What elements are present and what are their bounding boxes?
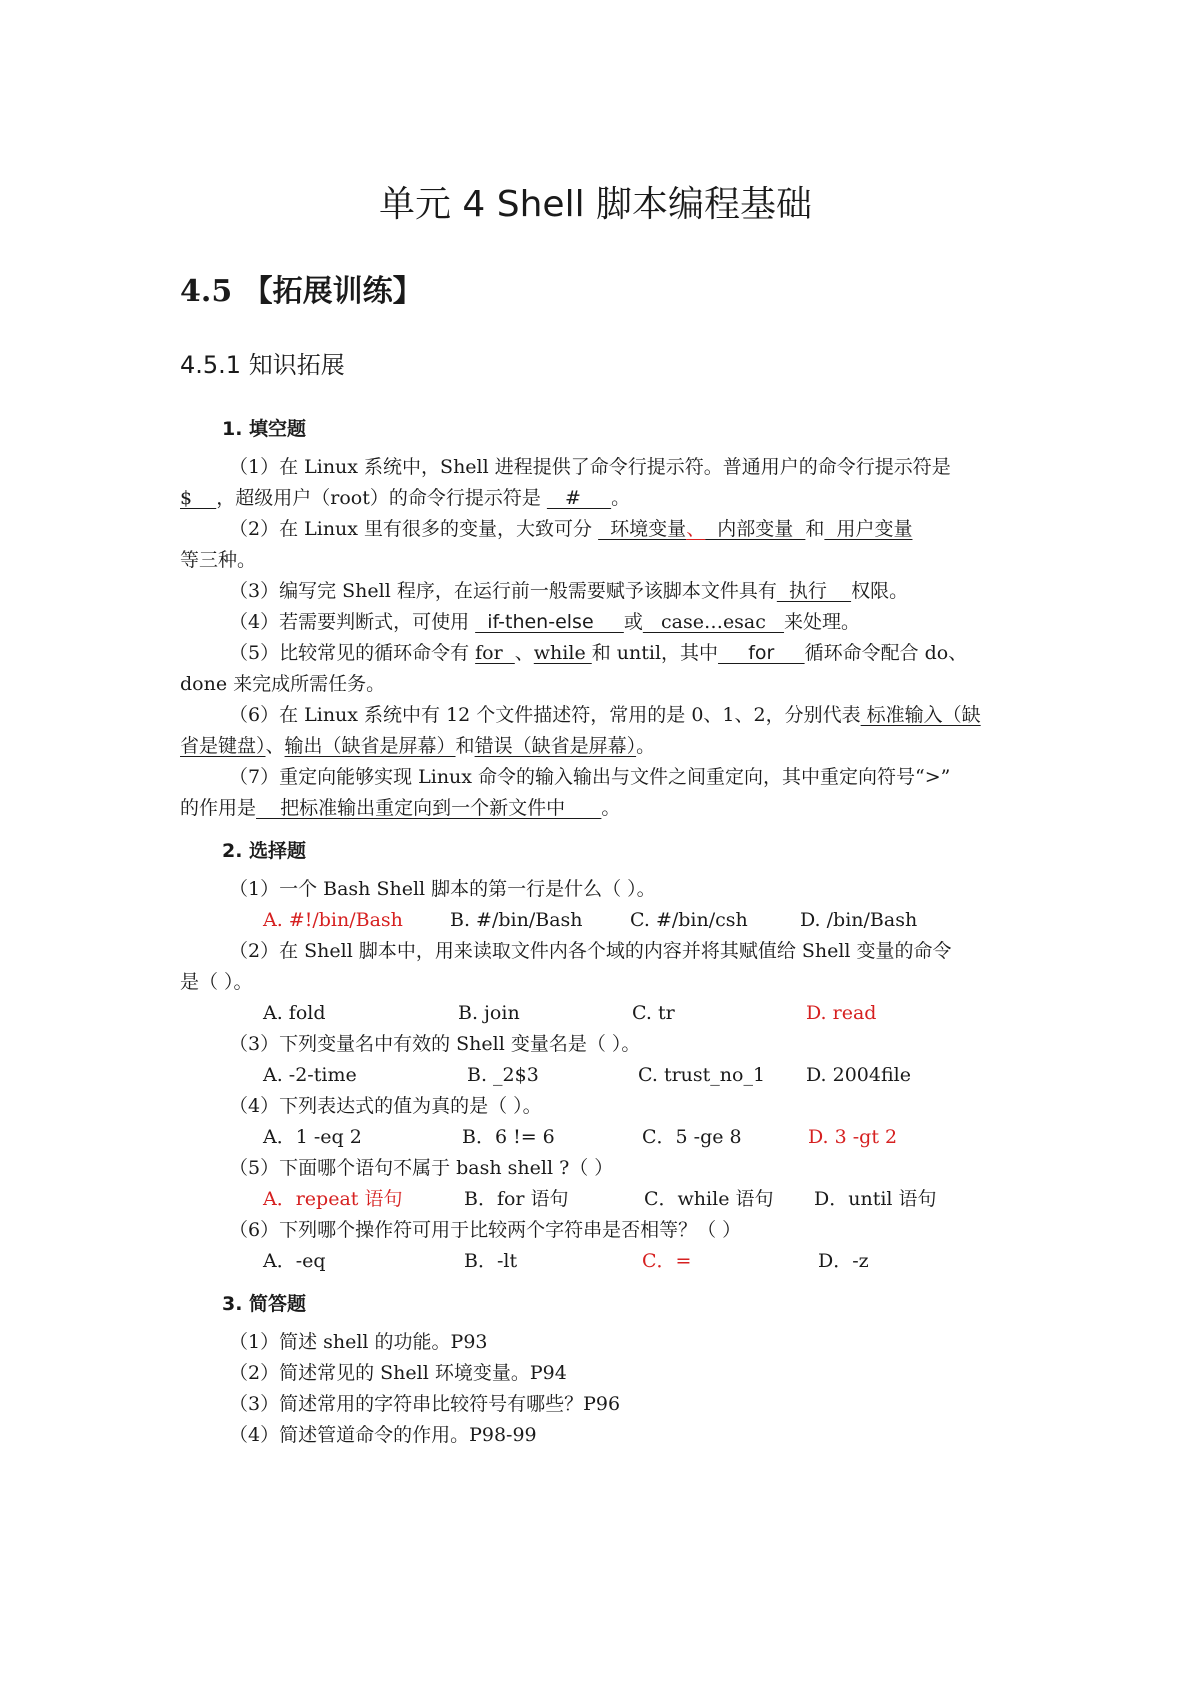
- fill-q1-answer-2: #: [546, 487, 612, 509]
- fill-q3-text-a: （3）编写完 Shell 程序，在运行前一般需要赋予该脚本文件具有: [229, 580, 777, 602]
- fill-q4-line: [229, 607, 1069, 638]
- choice-q4-option-d: D. 3 -gt 2: [808, 1126, 898, 1148]
- choice-q6-option-c: C．=: [642, 1250, 692, 1272]
- subsection-heading: 4.5.1 知识拓展: [180, 351, 345, 379]
- fill-q7-text-b: 的作用是: [180, 797, 257, 819]
- choice-q1-option-d: D. /bin/Bash: [800, 909, 918, 931]
- fill-q6-line1: [229, 700, 1069, 731]
- choice-q6-option-b: B．-lt: [464, 1250, 518, 1272]
- fill-q6-and: 和: [455, 735, 475, 757]
- choice-q6: （6）下列哪个操作符可用于比较两个字符串是否相等？（ ）: [229, 1219, 742, 1241]
- short-item: （2）简述常见的 Shell 环境变量。P94: [229, 1362, 567, 1384]
- fill-q6-text-b: 。: [636, 735, 656, 757]
- choice-q3: （3）下列变量名中有效的 Shell 变量名是（ ）。: [229, 1033, 641, 1055]
- choice-q2-line1: （2）在 Shell 脚本中，用来读取文件内各个域的内容并将其赋值给 Shell 变量的命令: [229, 940, 952, 962]
- fill-q1-answer-1: $: [180, 487, 217, 509]
- fill-q1-text-a: （1）在 Linux 系统中，Shell 进程提供了命令行提示符。普通用户的命令行提示符是: [229, 456, 951, 478]
- fill-q2-sep: 、: [686, 518, 706, 540]
- fill-q6-answer-2: 输出（缺省是屏幕）: [284, 735, 456, 757]
- fill-q2-answer-3: 用户变量: [824, 518, 913, 540]
- choice-q4-option-b: B．6 != 6: [462, 1126, 555, 1148]
- choice-q2-option-d: D. read: [806, 1002, 877, 1024]
- fill-q1-line1: [229, 452, 1069, 483]
- fill-q6-sep: 、: [265, 735, 285, 757]
- fill-q5-line1: [229, 638, 1069, 669]
- choice-q3-option-b: B. _2$3: [467, 1064, 539, 1086]
- fill-q6-answer-1b: 省是键盘）: [180, 735, 266, 757]
- fill-q6-answer-1a: 标准输入（缺: [860, 704, 981, 726]
- fill-q5-answer-1: for: [475, 642, 515, 664]
- page-title: 单元 4 Shell 脚本编程基础: [378, 184, 813, 225]
- fill-q5-answer-3: for: [718, 642, 805, 664]
- choice-q3-option-a: A. -2-time: [263, 1064, 357, 1086]
- fill-q6-text-a: （6）在 Linux 系统中有 12 个文件描述符，常用的是 0、1、2，分别代表: [229, 704, 861, 726]
- choice-q5-option-b: B．for 语句: [464, 1188, 569, 1210]
- choice-q5-option-d: D．until 语句: [814, 1188, 937, 1210]
- choice-q5-option-c: C．while 语句: [644, 1188, 774, 1210]
- fill-q5-text-c: 循环命令配合 do、: [804, 642, 968, 664]
- choice-heading: 2. 选择题: [222, 840, 307, 862]
- choice-q3-option-d: D. 2004file: [806, 1064, 911, 1086]
- fill-q5-sep: 、: [514, 642, 534, 664]
- short-item: （4）简述管道命令的作用。P98-99: [229, 1424, 537, 1446]
- fill-q7-line2: [180, 793, 1020, 824]
- fill-q1-text-b: ，超级用户（root）的命令行提示符是: [216, 487, 547, 509]
- short-item: （1）简述 shell 的功能。P93: [229, 1331, 488, 1353]
- fill-q5-text-a: （5）比较常见的循环命令有: [229, 642, 476, 664]
- fill-q2-answer-1: 环境变量: [598, 518, 687, 540]
- choice-q4-option-c: C．5 -ge 8: [642, 1126, 742, 1148]
- fill-q2-answer-2: 内部变量: [705, 518, 806, 540]
- fill-q4-text-a: （4）若需要判断式，可使用: [229, 611, 476, 633]
- choice-q4: （4）下列表达式的值为真的是（ ）。: [229, 1095, 542, 1117]
- choice-q1: （1）一个 Bash Shell 脚本的第一行是什么（ ）。: [229, 878, 656, 900]
- fill-q5-text-b: 和 until，其中: [591, 642, 719, 664]
- fill-q3-text-b: 权限。: [851, 580, 909, 602]
- fill-q7-text-c: 。: [601, 797, 621, 819]
- fill-q2-line2: [180, 545, 1020, 576]
- fill-q5-text-d: done 来完成所需任务。: [180, 673, 386, 695]
- choice-q1-option-a: A. #!/bin/Bash: [263, 909, 403, 931]
- choice-q4-option-a: A．1 -eq 2: [263, 1126, 362, 1148]
- fill-q2-line1: [229, 514, 1069, 545]
- section-heading: 4.5 【拓展训练】: [180, 274, 423, 309]
- fill-q4-answer-1: if-then-else: [475, 611, 624, 633]
- choice-q1-option-c: C. #/bin/csh: [630, 909, 748, 931]
- fill-q5-line2: [180, 669, 1020, 700]
- choice-q5: （5）下面哪个语句不属于 bash shell ?（ ）: [229, 1157, 614, 1179]
- fill-q6-answer-3: 错误（缺省是屏幕）: [474, 735, 637, 757]
- choice-q2-line2: 是（ ）。: [180, 971, 253, 993]
- short-heading: 3. 简答题: [222, 1293, 307, 1315]
- fill-q1-line2: [180, 483, 1020, 514]
- choice-q5-option-a: A．repeat 语句: [263, 1188, 403, 1210]
- choice-q2-option-c: C. tr: [632, 1002, 675, 1024]
- fill-q2-text-b: 等三种。: [180, 549, 257, 571]
- choice-q6-option-a: A．-eq: [263, 1250, 326, 1272]
- choice-q2-option-b: B. join: [458, 1002, 520, 1024]
- fill-q5-answer-2: while: [533, 642, 592, 664]
- fill-q4-answer-2: case…esac: [642, 611, 785, 633]
- fill-q4-text-b: 来处理。: [784, 611, 861, 633]
- fill-q3-line: [229, 576, 1069, 607]
- fill-q7-answer: 把标准输出重定向到一个新文件中: [256, 797, 602, 819]
- choice-q1-option-b: B. #/bin/Bash: [450, 909, 583, 931]
- short-item: （3）简述常用的字符串比较符号有哪些？P96: [229, 1393, 621, 1415]
- fill-q2-text-a: （2）在 Linux 里有很多的变量，大致可分: [229, 518, 599, 540]
- fill-q1-text-c: 。: [611, 487, 631, 509]
- fill-q7-text-a: （7）重定向能够实现 Linux 命令的输入输出与文件之间重定向，其中重定向符号“>”: [229, 766, 951, 788]
- fill-q7-line1: [229, 762, 1069, 793]
- choice-q2-option-a: A. fold: [263, 1002, 326, 1024]
- choice-q6-option-d: D．-z: [818, 1250, 869, 1272]
- fill-heading: 1. 填空题: [222, 418, 307, 440]
- choice-q3-option-c: C. trust_no_1: [638, 1064, 766, 1086]
- fill-q6-line2: [180, 731, 1020, 762]
- fill-q3-answer: 执行: [776, 580, 852, 602]
- fill-q2-and: 和: [805, 518, 825, 540]
- fill-q4-or: 或: [623, 611, 643, 633]
